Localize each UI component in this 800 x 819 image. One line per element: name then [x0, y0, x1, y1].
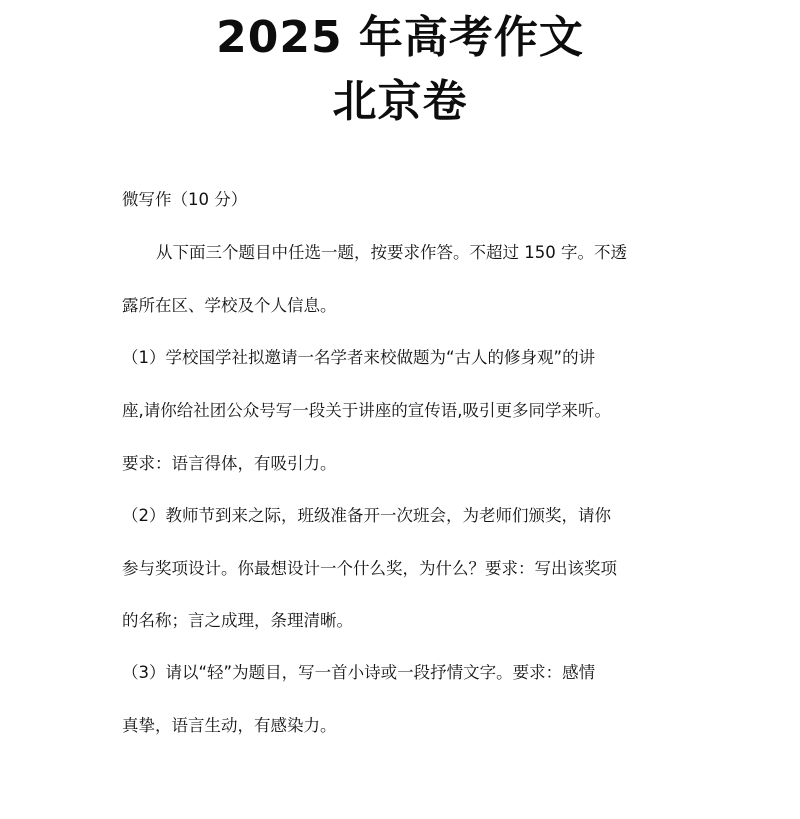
intro-line-1: 从下面三个题目中任选一题，按要求作答。不超过 150 字。不透 [156, 243, 627, 262]
intro-line-2: 露所在区、学校及个人信息。 [122, 296, 337, 315]
prompt-2-line-1: （2）教师节到来之际，班级准备开一次班会，为老师们颁奖，请你 [122, 506, 611, 525]
section-heading: 微写作（10 分） [122, 190, 248, 209]
page-subtitle: 北京卷 [332, 76, 468, 127]
prompt-1-line-3: 要求：语言得体，有吸引力。 [122, 454, 337, 473]
prompt-1-line-1: （1）学校国学社拟邀请一名学者来校做题为“古人的修身观”的讲 [122, 348, 596, 367]
prompt-1-line-2: 座,请你给社团公众号写一段关于讲座的宣传语,吸引更多同学来听。 [122, 401, 611, 420]
prompt-2-line-2: 参与奖项设计。你最想设计一个什么奖，为什么？要求：写出该奖项 [122, 559, 617, 578]
prompt-2-line-3: 的名称；言之成理，条理清晰。 [122, 611, 353, 630]
prompt-3-line-2: 真挚，语言生动，有感染力。 [122, 716, 337, 735]
prompt-3-line-1: （3）请以“轻”为题目，写一首小诗或一段抒情文字。要求：感情 [122, 663, 596, 682]
page-title: 2025 年高考作文 [216, 12, 584, 63]
